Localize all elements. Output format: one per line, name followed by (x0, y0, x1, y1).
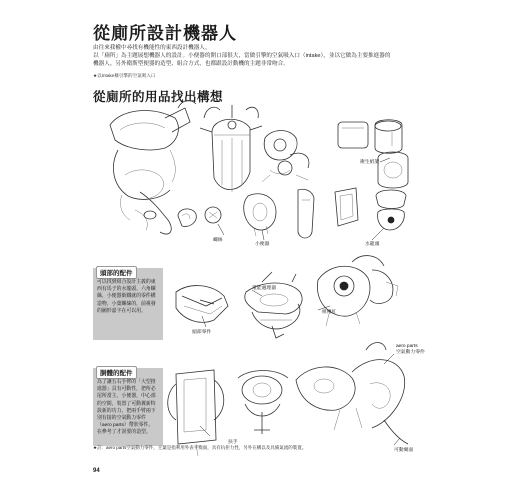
label-aero-parts: aero parts 空氣動力零件 (396, 344, 425, 355)
body-parts-sketch (168, 370, 224, 456)
water-tank-sketch (376, 190, 406, 230)
label-cylinder: 組傳紅 (322, 310, 337, 315)
tall-vase-sketch (298, 188, 358, 238)
head-parts-text: 可以找到組合設計主義的東西有馬子的水龍頭、六角螺絲，小便器銜鐵就的零件構造物，小葉螺絲的，前視發的圖形嘉字在可以用。 (97, 280, 156, 314)
label-motor-unit: 電能處理器 (252, 286, 276, 291)
small-robot-sketch (262, 131, 309, 183)
label-urinal: 小便器 (255, 242, 270, 247)
aero-parts-sketch (296, 343, 408, 445)
intro-line-2: 以「廁所」為主題展想機器人的設計。小便器的開口部很大，當做引擎的空氣吸入口（intake），並以它做為主要推進器的 (93, 53, 391, 59)
label-head-parts: 頭部零件 (192, 330, 212, 335)
body-parts-text: 為了讓五右手臂的「大型推進器」具有可動性，把所必尾所當主，小便器，中心部的空間，裝置了可動翼新特設新的功力，把兩手臂兩下別有接的空氣動力零件（aero parts）帶狀零件。在參考了才誤要的造型。 (97, 380, 156, 436)
toilet-paper-sketch (338, 120, 408, 188)
head-parts-title: 頭部的配件 (96, 266, 137, 279)
section-heading: 從廁所的用品找出構想 (93, 90, 224, 104)
robot-head-sketch (200, 105, 262, 192)
intro-line-1: 由往來我權中尋找有機能性的東西設計機器人。 (93, 45, 211, 51)
page-title: 從廁所設計機器人 (93, 24, 237, 43)
faucet-sketch (178, 207, 221, 226)
footnote: ★註：aero parts空氣動力零件，主葉是指利用外表平衡面，具有抗拒力性，另外在構以及具備氣流的裝置。 (93, 445, 307, 450)
intro-line-3: 機器人。另外衛斯型便器的造型、組合方式，也都跟設計動機的主題非常吻合。 (93, 61, 289, 67)
body-parts-title: 胴體的配件 (96, 366, 137, 379)
intake-note: ★以Intake稱引擎的空氣吸入口 (93, 73, 156, 78)
label-handle: 扶手 (228, 440, 238, 445)
label-faucet: 螺絲 (213, 238, 223, 243)
head-parts-sketch (176, 286, 228, 323)
robot-face-sketch (317, 256, 398, 326)
robot-arm-sketch (110, 101, 196, 235)
label-water-tank: 水龍頭 (365, 242, 380, 247)
page-number: 94 (93, 468, 100, 474)
chest-sketch (238, 371, 288, 435)
motor-unit-sketch (245, 272, 302, 338)
label-toilet-paper: 衛生紙架 (360, 160, 380, 165)
label-movable-wing: 可動翼面 (394, 448, 414, 453)
urinal-sketch (244, 194, 276, 236)
